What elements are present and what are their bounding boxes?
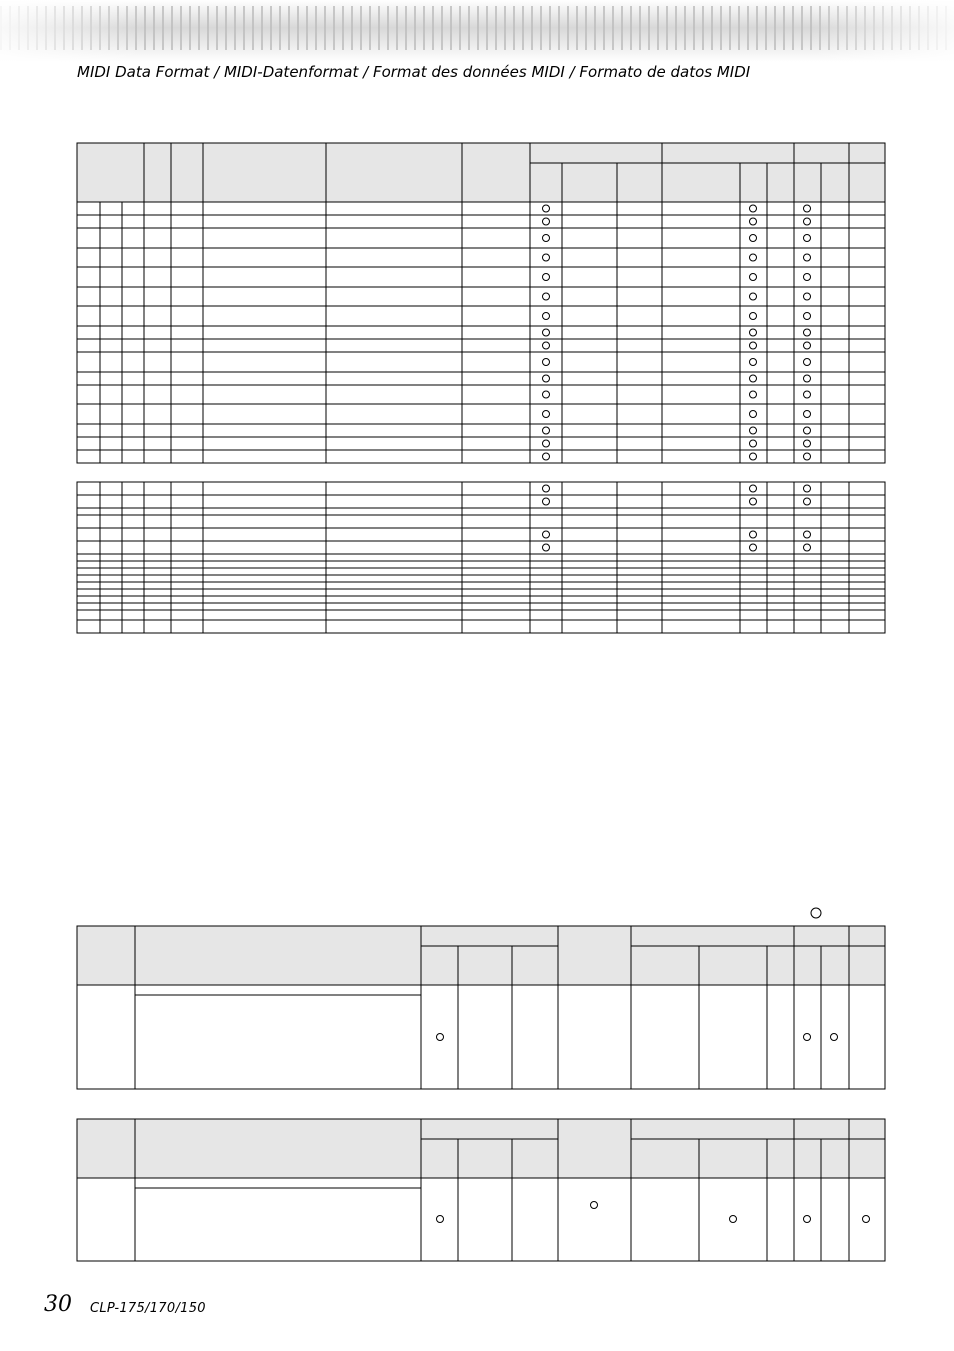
table2-mark — [543, 485, 550, 492]
table1-mark — [750, 440, 757, 447]
model-name: CLP-175/170/150 — [90, 1301, 206, 1316]
table2-mark — [750, 485, 757, 492]
table1-mark — [804, 274, 811, 281]
table1-mark — [804, 205, 811, 212]
table1-mark — [804, 293, 811, 300]
table1-mark — [750, 375, 757, 382]
table4-mark — [591, 1202, 598, 1209]
table2-mark — [750, 544, 757, 551]
table1-mark — [804, 359, 811, 366]
table3-mark — [804, 1034, 811, 1041]
table1-mark — [750, 453, 757, 460]
table1-mark — [804, 375, 811, 382]
table1-mark — [543, 329, 550, 336]
table3-mark — [437, 1034, 444, 1041]
table1-mark — [750, 342, 757, 349]
table1-mark — [543, 274, 550, 281]
table1-mark — [804, 427, 811, 434]
table1-mark — [750, 205, 757, 212]
table2-mark — [804, 544, 811, 551]
table1-mark — [750, 427, 757, 434]
table2-mark — [804, 485, 811, 492]
table1-mark — [543, 427, 550, 434]
table2-mark — [750, 531, 757, 538]
table1-mark — [804, 453, 811, 460]
table4-mark — [730, 1216, 737, 1223]
table1-mark — [804, 440, 811, 447]
table3-mark — [831, 1034, 838, 1041]
table1-mark — [543, 342, 550, 349]
table2-mark — [804, 531, 811, 538]
table4-mark — [804, 1216, 811, 1223]
table1-mark — [750, 391, 757, 398]
table1-mark — [543, 293, 550, 300]
table4-mark — [863, 1216, 870, 1223]
table1-mark — [750, 411, 757, 418]
table1-mark — [804, 313, 811, 320]
table2-mark — [543, 498, 550, 505]
table1-mark — [750, 218, 757, 225]
table1-mark — [804, 411, 811, 418]
table1-mark — [750, 313, 757, 320]
table1-mark — [543, 359, 550, 366]
table1-mark — [543, 453, 550, 460]
table1-mark — [543, 218, 550, 225]
table1-mark — [543, 205, 550, 212]
table1-mark — [750, 254, 757, 261]
table2-mark — [804, 498, 811, 505]
table2-mark — [543, 544, 550, 551]
table1-mark — [804, 235, 811, 242]
table1-mark — [543, 391, 550, 398]
table1-mark — [543, 235, 550, 242]
legend-circle-icon — [811, 908, 821, 918]
table1-mark — [750, 329, 757, 336]
table2-mark — [543, 531, 550, 538]
page-heading: MIDI Data Format / MIDI-Datenformat / Format des données MIDI / Formato de datos MIDI — [77, 63, 751, 81]
table1-mark — [804, 218, 811, 225]
table1-header-bg — [77, 143, 885, 202]
table2-mark — [750, 498, 757, 505]
table1-mark — [804, 391, 811, 398]
table1-mark — [750, 359, 757, 366]
table1-mark — [750, 293, 757, 300]
table1-mark — [543, 313, 550, 320]
table1-mark — [543, 254, 550, 261]
table1-mark — [543, 375, 550, 382]
table4-header-bg — [77, 1119, 885, 1178]
table1-mark — [750, 274, 757, 281]
table4-mark — [437, 1216, 444, 1223]
table3-header-bg — [77, 926, 885, 985]
table1-mark — [804, 342, 811, 349]
table1-mark — [543, 440, 550, 447]
table1-mark — [804, 329, 811, 336]
table1-mark — [804, 254, 811, 261]
table1-mark — [750, 235, 757, 242]
table1-mark — [543, 411, 550, 418]
page-number: 30 — [44, 1292, 72, 1317]
